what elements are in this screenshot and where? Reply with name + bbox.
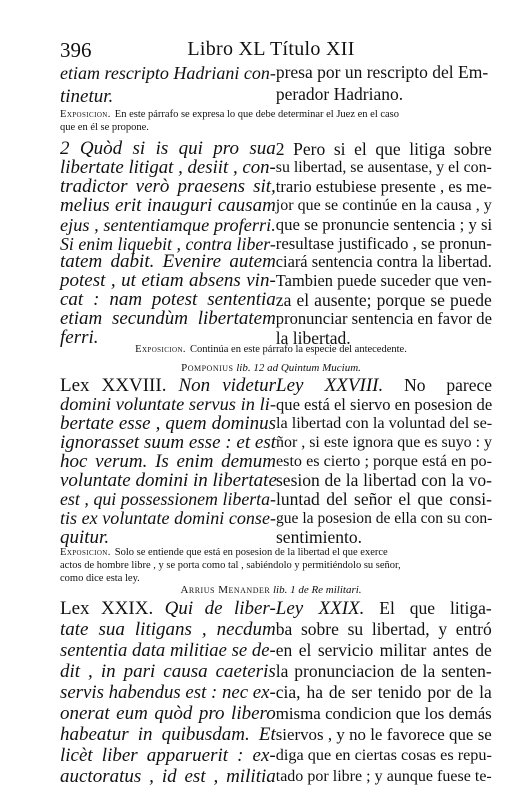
text-line: tinetur. [60,86,114,107]
source-attribution [60,583,482,597]
latin-lines [60,395,276,547]
exposicion-note [60,108,482,134]
text-line: tradictor verò praesens sit, [60,175,276,197]
text-line: cia, ha de ser tenido por de la [275,682,492,702]
attribution-author: Arrius Menander [180,584,271,596]
text-line: licèt liber apparuerit : ex- [60,745,276,766]
text-line: luntad del señor el que consi- [276,489,492,509]
exposicion-label: Exposicion. [135,344,186,355]
exposicion-label: Exposicion. [60,109,111,120]
running-title: Libro XL Título XII [187,38,355,60]
text-line: presa por un rescripto del Em- [275,62,489,82]
text-line: libertate litigat , desiit , con- [60,156,276,178]
text-line: diga que en ciertas cosas es repu- [275,746,492,764]
text-line: perador Hadriano. [275,83,404,104]
text-block-paragraph-2 [60,138,493,349]
text-line: la pronunciacion de la senten- [275,661,492,681]
text-line: quitur. [60,527,110,548]
text-line: etiam secundùm libertatem [60,308,276,330]
attribution-source: lib. 1 de Re militari. [272,584,362,596]
text-line: ñor , si este ignora que es suyo : y [276,434,493,451]
text-line: servis habendus est : nec ex- [60,682,276,703]
spanish-lines [276,619,492,787]
text-line: ignorasset suum esse : et est [60,432,276,453]
text-line: que se pronuncie sentencia ; y si [275,214,493,234]
text-line: 2 Pero si el que litiga sobre [275,139,492,159]
text-line: Tambien puede suceder que ven- [275,271,492,291]
text-line: za el ausente; porque se puede [275,290,492,311]
text-line: gue la posesion de ella con su con- [276,510,493,527]
text-line: ciará sentencia contra la libertad. [275,252,492,272]
page-number: 396 [60,38,92,62]
text-line: Non videtur [178,375,277,396]
text-line: etiam rescripto Hadriani con- [60,63,276,83]
text-line: hoc verum. Is enim demum [60,451,276,472]
exposicion-text-line: que en él se propone. [60,122,149,133]
exposicion-label: Exposicion. [60,547,111,558]
text-line: potest , ut etiam absens vin- [60,270,276,292]
exposicion-text-line: Continúa en este párrafo la especie del antecedente. [189,344,407,355]
law-heading: Ley XXVIII. [276,375,384,396]
text-line: Qui de liber- [164,598,276,619]
text-line: habeatur in quibusdam. Et [60,724,276,745]
text-line: tatem dabit. Evenire autem [60,251,276,273]
text-line: esto es cierto ; porque está en po- [276,453,492,470]
text-line: que está el siervo en posesion de [276,395,493,414]
text-line: Si enim liquebit , contra liber- [60,233,276,254]
text-block-lex-29 [60,598,492,787]
text-line: No parece [404,375,493,395]
spanish-column [276,140,492,348]
text-line: ba sobre su libertad, y entró [275,619,492,639]
exposicion-text-line: Solo se entiende que está en posesion de la libertad el que exerce [114,547,388,558]
text-line: ejus , sententiamque proferri. [60,214,276,235]
text-line: misma condicion que los demás [275,704,492,723]
text-block-lex-28 [60,375,493,548]
text-line: est , qui possessionem liberta- [60,489,276,509]
text-line: tate sua litigans , necdum [60,619,276,640]
text-line: tado por libre ; y aunque fuese te- [275,768,492,785]
text-line: melius erit inauguri causam [60,194,276,216]
text-line: sesion de la libertad con la vo- [276,470,492,490]
text-line: sententia data militiae se de- [60,640,276,661]
text-line: 2 Quòd si is qui pro sua [60,138,276,159]
attribution-author: Pomponius [181,362,234,374]
text-line: voluntate domini in libertate [60,470,277,491]
spanish-column [276,62,488,108]
latin-column [60,376,276,547]
law-heading: Ley XXIX. [275,598,365,619]
law-heading: Lex XXIX. [60,598,154,619]
latin-lines [60,619,276,787]
text-line: resultase justificado , se pronun- [275,233,492,253]
text-block-continuation [60,62,489,108]
text-line: trario estubiese presente , es me- [275,176,492,196]
text-line: onerat eum quòd pro libero [60,703,276,724]
exposicion-text-line: como dice esta ley. [60,573,140,584]
text-line: su libertad, se ausentase, y el con- [275,158,492,176]
text-line: ferri. [60,327,99,349]
text-line: cat : nam potest sententia [60,289,276,311]
text-line: la libertad. [275,328,351,349]
spanish-column [276,598,492,787]
law-heading: Lex XXVIII. [60,375,167,396]
latin-column [60,62,276,108]
latin-column [60,140,276,348]
text-line: bertate esse , quem dominus [60,413,276,434]
text-line: tis ex voluntate domini conse- [60,508,276,528]
exposicion-note [60,343,482,356]
page-header [60,38,482,64]
exposicion-note [60,546,482,585]
text-line: auctoratus , id est , militia [60,766,276,787]
text-line: sentimiento. [276,527,363,547]
exposicion-text-line: En este párrafo se expresa lo que debe determinar el Juez en el caso [114,109,400,120]
text-line: en el servicio militar antes de [275,640,492,660]
text-line: pronunciar sentencia en favor de [275,309,492,329]
text-line: jor que se continúe en la causa , y [275,196,492,214]
text-line: domini voluntate servus in li- [60,394,276,414]
latin-column [60,598,276,787]
text-line: la libertad con la voluntad del se- [276,414,493,432]
exposicion-text-line: actos de hombre libre , y se porta como tal , sabiéndolo y permitiéndolo su señor, [60,560,401,571]
spanish-column [276,376,492,547]
text-line: El que litiga- [379,598,492,618]
source-attribution [60,361,482,375]
spanish-lines [276,395,492,547]
attribution-source: lib. 12 ad Quintum Mucium. [236,362,361,374]
text-line: siervos , y no le favorece que se [275,725,492,744]
text-line: dit , in pari causa caeteris [60,661,276,682]
